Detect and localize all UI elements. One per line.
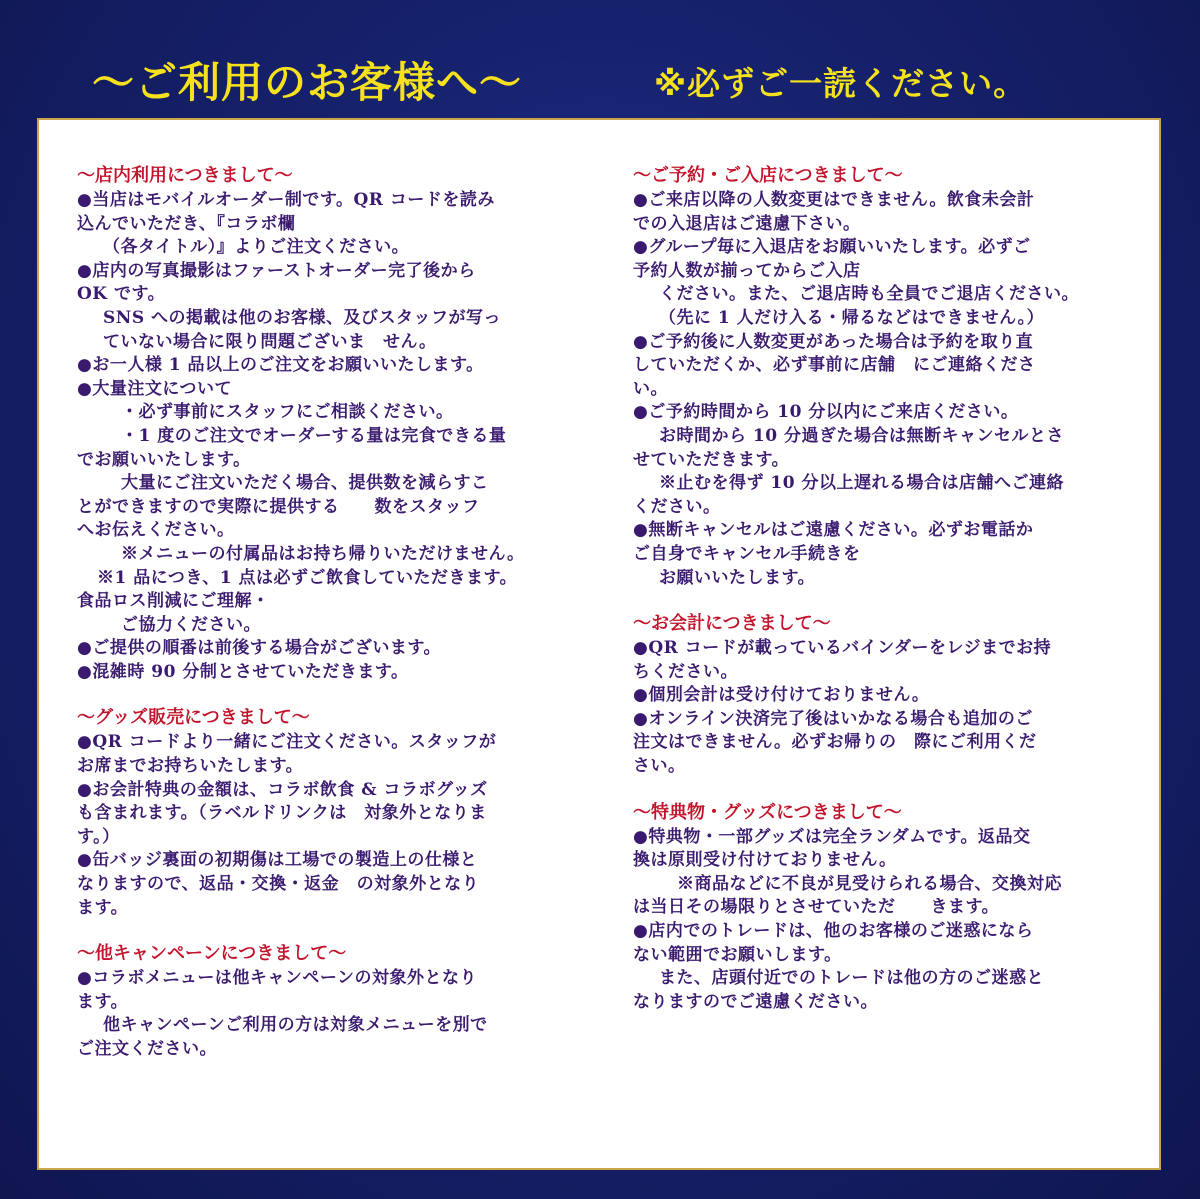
notice-line: 大量にご注文いただく場合、提供数を減らすこ [121, 473, 489, 494]
notice-line: でお願いいたします。 [77, 449, 251, 470]
notice-section [633, 612, 1153, 779]
notice-line: ●ご来店以降の人数変更はできません。飲食未会計 [633, 190, 1035, 210]
notice-line: ます。 [77, 897, 129, 918]
notice-line: ●お会計特典の金額は、コラボ飲食 & コラボグッズ [77, 779, 488, 800]
notice-line: なりますのでご遠慮ください。 [633, 991, 878, 1012]
notice-line: での入退店はご遠慮下さい。 [633, 213, 861, 234]
notice-line: また、店頭付近でのトレードは他の方のご迷惑と [659, 968, 1044, 989]
notice-line: 注文はできません。必ずお帰りの 際にご利用くだ [633, 732, 1037, 753]
notice-line: ます。 [77, 991, 129, 1012]
notice-line: ・必ず事前にスタッフにご相談ください。 [121, 402, 454, 423]
notice-line: お願いいたします。 [659, 567, 816, 588]
notice-line: ・1 度のご注文でオーダーする量は完食できる量 [121, 425, 507, 446]
notice-line: SNS への掲載は他のお客様、及びスタッフが写っ [103, 307, 502, 328]
page-title: 〜ご利用のお客様へ〜 [92, 58, 523, 107]
notice-line: す。） [77, 826, 120, 847]
notice-line: ください。 [633, 496, 721, 517]
notice-section [77, 706, 597, 920]
notice-line: い。 [633, 378, 668, 399]
notice-panel [37, 118, 1161, 1170]
notice-line: ご自身でキャンセル手続きを [633, 543, 861, 564]
notice-line: ●店内でのトレードは、他のお客様のご迷惑になら [633, 921, 1034, 942]
notice-section [77, 942, 597, 1061]
notice-line: していただくか、必ず事前に店舗 にご連絡くださ [633, 355, 1036, 376]
notice-section [633, 164, 1153, 590]
notice-line: ●QR コードが載っているバインダーをレジまでお持 [633, 638, 1052, 659]
notice-line: ●缶バッジ裏面の初期傷は工場での製造上の仕様と [77, 850, 478, 871]
notice-line: ご注文ください。 [77, 1039, 217, 1059]
section-heading: 〜お会計につきまして〜 [633, 613, 831, 635]
notice-line: 換は原則受け付けておりません。 [633, 850, 897, 871]
notice-line: ●特典物・一部グッズは完全ランダムです。返品交 [633, 826, 1031, 847]
notice-line: ●グループ毎に入退店をお願いいたします。必ずご [633, 237, 1031, 258]
notice-line: ●ご予約後に人数変更があった場合は予約を取り直 [633, 331, 1034, 352]
notice-line: ●オンライン決済完了後はいかなる場合も追加のご [633, 708, 1033, 729]
right-column [633, 164, 1153, 1036]
notice-line: お席までお持ちいたします。 [77, 756, 304, 777]
notice-line: 予約人数が揃ってからご入店 [633, 260, 861, 281]
notice-line: ●個別会計は受け付けておりません。 [633, 685, 930, 706]
page-subtitle: ※必ずご一読ください。 [654, 64, 1028, 103]
notice-line: （各タイトル）』よりご注文ください。 [103, 237, 410, 258]
notice-line: ない範囲でお願いします。 [633, 944, 842, 965]
notice-line: ●ご提供の順番は前後する場合がございます。 [77, 638, 441, 659]
notice-line: ●QR コードより一緒にご注文ください。スタッフが [77, 732, 497, 753]
notice-line: ちください。 [633, 661, 738, 682]
notice-line: ●混雑時 90 分制とさせていただきます。 [77, 661, 409, 682]
notice-line: ●店内の写真撮影はファーストオーダー完了後から [77, 260, 476, 281]
notice-line: ※メニューの付属品はお持ち帰りいただけません。 [121, 543, 525, 564]
notice-line: せていただきます。 [633, 449, 790, 470]
notice-line: ●ご予約時間から 10 分以内にご来店ください。 [633, 402, 1019, 423]
notice-line: OK です。 [77, 284, 166, 305]
notice-line: ください。また、ご退店時も全員でご退店ください。 [659, 284, 1079, 305]
header-banner [0, 40, 1200, 120]
notice-line: なりますので、返品・交換・返金 の対象外となり [77, 874, 480, 895]
notice-line: は当日その場限りとさせていただ きます。 [633, 897, 1000, 918]
section-heading: 〜特典物・グッズにつきまして〜 [633, 801, 902, 823]
notice-line: ※1 品につき、1 点は必ずご飲食していただきます。 [97, 567, 518, 588]
notice-line: ●当店はモバイルオーダー制です。QR コードを読み [77, 190, 495, 210]
notice-line: ●無断キャンセルはご遠慮ください。必ずお電話か [633, 520, 1034, 541]
notice-line: ●大量注文について [77, 378, 232, 399]
notice-line: ●お一人様 1 品以上のご注文をお願いいたします。 [77, 355, 484, 376]
notice-line: 他キャンペーンご利用の方は対象メニューを別で [103, 1015, 488, 1036]
notice-section [77, 164, 597, 684]
notice-line: ●コラボメニューは他キャンペーンの対象外となり [77, 968, 477, 989]
section-heading: 〜グッズ販売につきまして〜 [77, 707, 310, 729]
section-heading: 〜ご予約・ご入店につきまして〜 [633, 165, 903, 186]
notice-line: ていない場合に限り問題ございま せん。 [103, 331, 437, 352]
notice-line: さい。 [633, 756, 686, 777]
notice-line: ※止むを得ず 10 分以上遅れる場合は店舗へご連絡 [659, 473, 1064, 494]
left-column [77, 164, 597, 1084]
section-heading: 〜他キャンペーンにつきまして〜 [77, 943, 347, 965]
notice-line: 食品ロス削減にご理解・ [77, 591, 270, 612]
notice-line: も含まれます。（ラベルドリンクは 対象外となりま [77, 803, 487, 824]
notice-line: 込んでいただき、『コラボ欄 [77, 213, 296, 234]
notice-line: へお伝えください。 [77, 520, 235, 541]
notice-section [633, 801, 1153, 1015]
notice-line: ※商品などに不良が見受けられる場合、交換対応 [677, 873, 1062, 894]
section-heading: 〜店内利用につきまして〜 [77, 165, 293, 186]
notice-line: お時間から 10 分過ぎた場合は無断キャンセルとさ [659, 425, 1064, 446]
notice-line: とができますので実際に提供する 数をスタッフ [77, 496, 480, 517]
notice-line: ご協力ください。 [121, 614, 261, 635]
notice-line: （先に 1 人だけ入る・帰るなどはできません。） [659, 307, 1045, 328]
